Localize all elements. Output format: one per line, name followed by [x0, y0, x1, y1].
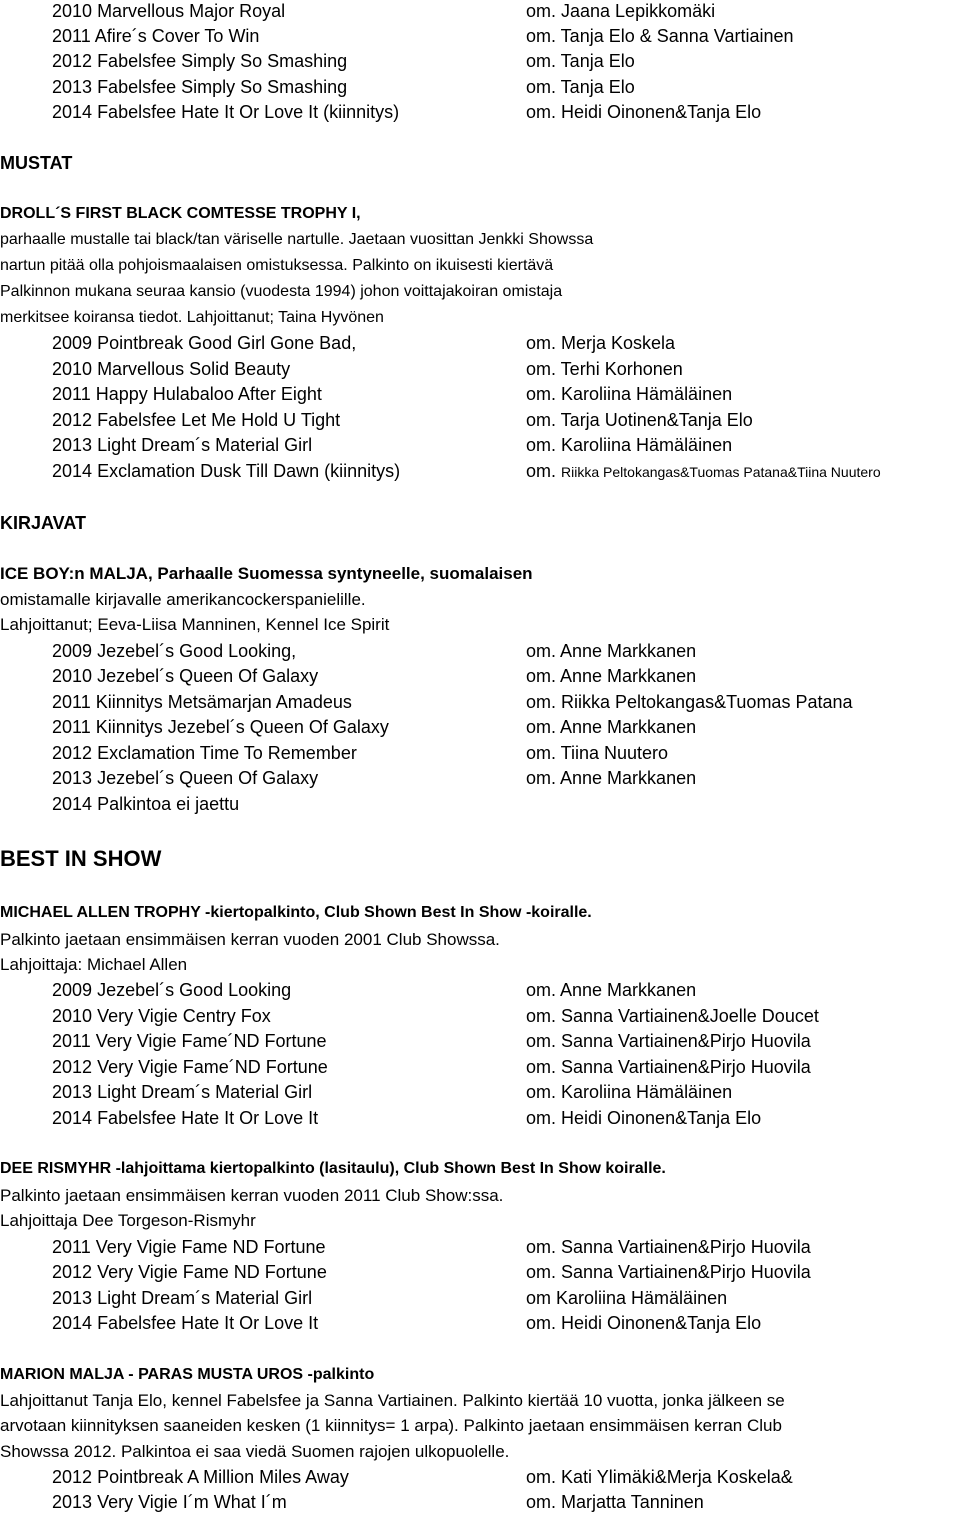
trophy-title: DEE RISMYHR -lahjoittama kiertopalkinto (lasitaulu), Club Shown Best In Show koiralle.: [0, 1160, 666, 1177]
owner: om Karoliina Hämäläinen: [526, 1288, 728, 1308]
trophy-description: Palkinto jaetaan ensimmäisen kerran vuoden 2001 Club Showssa.: [0, 930, 500, 949]
list-item: 2013 Light Dream´s Material Girl: [52, 1082, 313, 1102]
list-item: 2014 Fabelsfee Hate It Or Love It: [52, 1313, 319, 1333]
owner: om. Anne Markkanen: [526, 980, 697, 1000]
list-item: 2013 Light Dream´s Material Girl: [52, 1288, 313, 1308]
owner: om. Sanna Vartiainen&Pirjo Huovila: [526, 1057, 811, 1077]
list-item: 2012 Very Vigie Fame´ND Fortune: [52, 1057, 328, 1077]
list-item: 2014 Exclamation Dusk Till Dawn (kiinnitys): [52, 461, 401, 481]
owner: om. Heidi Oinonen&Tanja Elo: [526, 102, 762, 122]
list-item: 2010 Marvellous Major Royal: [52, 1, 286, 21]
section-heading-kirjavat: KIRJAVAT: [0, 513, 87, 533]
list-item: 2010 Jezebel´s Queen Of Galaxy: [52, 666, 319, 686]
owner: om. Anne Markkanen: [526, 666, 697, 686]
list-item: 2012 Very Vigie Fame ND Fortune: [52, 1262, 327, 1282]
owner: om. Anne Markkanen: [526, 641, 697, 661]
trophy-description: Lahjoittanut Tanja Elo, kennel Fabelsfee ja Sanna Vartiainen. Palkinto kiertää 10 vuotta, jonka jälkeen se: [0, 1391, 785, 1410]
owner: om. Merja Koskela: [526, 333, 676, 353]
list-item: 2014 Palkintoa ei jaettu: [52, 794, 240, 814]
owner: om. Terhi Korhonen: [526, 359, 683, 379]
trophy-description: Lahjoittaja: Michael Allen: [0, 955, 188, 974]
owner: om. Riikka Peltokangas&Tuomas Patana&Tiina Nuutero: [526, 461, 881, 481]
owner: om. Anne Markkanen: [526, 768, 697, 788]
owner: om. Karoliina Hämäläinen: [526, 435, 733, 455]
trophy-description: omistamalle kirjavalle amerikancockerspanielille.: [0, 590, 366, 609]
owner: om. Tarja Uotinen&Tanja Elo: [526, 410, 753, 430]
owner: om. Sanna Vartiainen&Pirjo Huovila: [526, 1262, 811, 1282]
trophy-title: MARION MALJA - PARAS MUSTA UROS -palkinto: [0, 1366, 375, 1383]
owner: om. Karoliina Hämäläinen: [526, 1082, 733, 1102]
list-item: 2014 Fabelsfee Hate It Or Love It: [52, 1108, 319, 1128]
list-item: 2011 Kiinnitys Jezebel´s Queen Of Galaxy: [52, 717, 389, 737]
list-item: 2012 Fabelsfee Let Me Hold U Tight: [52, 410, 341, 430]
list-item: 2013 Fabelsfee Simply So Smashing: [52, 77, 348, 97]
list-item: 2009 Pointbreak Good Girl Gone Bad,: [52, 333, 357, 353]
trophy-description: nartun pitää olla pohjoismaalaisen omistuksessa. Palkinto on ikuisesti kiertävä: [0, 257, 554, 274]
owner: om. Kati Ylimäki&Merja Koskela&: [526, 1467, 793, 1487]
trophy-title: ICE BOY:n MALJA, Parhaalle Suomessa syntyneelle, suomalaisen: [0, 564, 533, 583]
owner: om. Sanna Vartiainen&Pirjo Huovila: [526, 1031, 811, 1051]
owner: om. Sanna Vartiainen&Joelle Doucet: [526, 1006, 819, 1026]
owner: om. Tiina Nuutero: [526, 743, 669, 763]
owner: om. Riikka Peltokangas&Tuomas Patana: [526, 692, 853, 712]
list-item: 2009 Jezebel´s Good Looking,: [52, 641, 297, 661]
trophy-description: merkitsee koiransa tiedot. Lahjoittanut; Taina Hyvönen: [0, 309, 384, 326]
list-item: 2010 Very Vigie Centry Fox: [52, 1006, 271, 1026]
trophy-title: MICHAEL ALLEN TROPHY -kiertopalkinto, Club Shown Best In Show -koiralle.: [0, 904, 592, 921]
list-item: 2011 Happy Hulabaloo After Eight: [52, 384, 322, 404]
list-item: 2011 Kiinnitys Metsämarjan Amadeus: [52, 692, 352, 712]
list-item: 2012 Pointbreak A Million Miles Away: [52, 1467, 349, 1487]
list-item: 2011 Very Vigie Fame´ND Fortune: [52, 1031, 327, 1051]
trophy-description: Palkinto jaetaan ensimmäisen kerran vuoden 2011 Club Show:ssa.: [0, 1186, 504, 1205]
section-heading-mustat: MUSTAT: [0, 153, 73, 173]
owner: om. Tanja Elo: [526, 51, 635, 71]
owner: om. Sanna Vartiainen&Pirjo Huovila: [526, 1237, 811, 1257]
list-item: 2012 Fabelsfee Simply So Smashing: [52, 51, 348, 71]
trophy-description: Palkinnon mukana seuraa kansio (vuodesta 1994) johon voittajakoiran omistaja: [0, 283, 563, 300]
owner: om. Jaana Lepikkomäki: [526, 1, 716, 21]
list-item: 2013 Jezebel´s Queen Of Galaxy: [52, 768, 319, 788]
trophy-title: DROLL´S FIRST BLACK COMTESSE TROPHY I,: [0, 205, 361, 222]
list-item: 2013 Very Vigie I´m What I´m: [52, 1492, 287, 1512]
list-item: 2013 Light Dream´s Material Girl: [52, 435, 313, 455]
owner: om. Anne Markkanen: [526, 717, 697, 737]
trophy-description: Lahjoittanut; Eeva-Liisa Manninen, Kennel Ice Spirit: [0, 615, 390, 634]
trophy-description: Showssa 2012. Palkintoa ei saa viedä Suomen rajojen ulkopuolelle.: [0, 1442, 510, 1461]
list-item: 2014 Fabelsfee Hate It Or Love It (kiinnitys): [52, 102, 400, 122]
owner: om. Heidi Oinonen&Tanja Elo: [526, 1313, 762, 1333]
list-item: 2012 Exclamation Time To Remember: [52, 743, 357, 763]
owner: om. Heidi Oinonen&Tanja Elo: [526, 1108, 762, 1128]
owner: om. Marjatta Tanninen: [526, 1492, 704, 1512]
section-heading-best-in-show: BEST IN SHOW: [0, 846, 162, 871]
trophy-description: Lahjoittaja Dee Torgeson-Rismyhr: [0, 1211, 256, 1230]
list-item: 2011 Afire´s Cover To Win: [52, 26, 260, 46]
list-item: 2009 Jezebel´s Good Looking: [52, 980, 292, 1000]
owner: om. Karoliina Hämäläinen: [526, 384, 733, 404]
list-item: 2010 Marvellous Solid Beauty: [52, 359, 291, 379]
list-item: 2011 Very Vigie Fame ND Fortune: [52, 1237, 326, 1257]
owner: om. Tanja Elo: [526, 77, 635, 97]
trophy-description: arvotaan kiinnityksen saaneiden kesken (1 kiinnitys= 1 arpa). Palkinto jaetaan ensimmäisen kerran Club: [0, 1416, 782, 1435]
owner: om. Tanja Elo & Sanna Vartiainen: [526, 26, 794, 46]
trophy-description: parhaalle mustalle tai black/tan väriselle nartulle. Jaetaan vuosittan Jenkki Showssa: [0, 231, 594, 248]
